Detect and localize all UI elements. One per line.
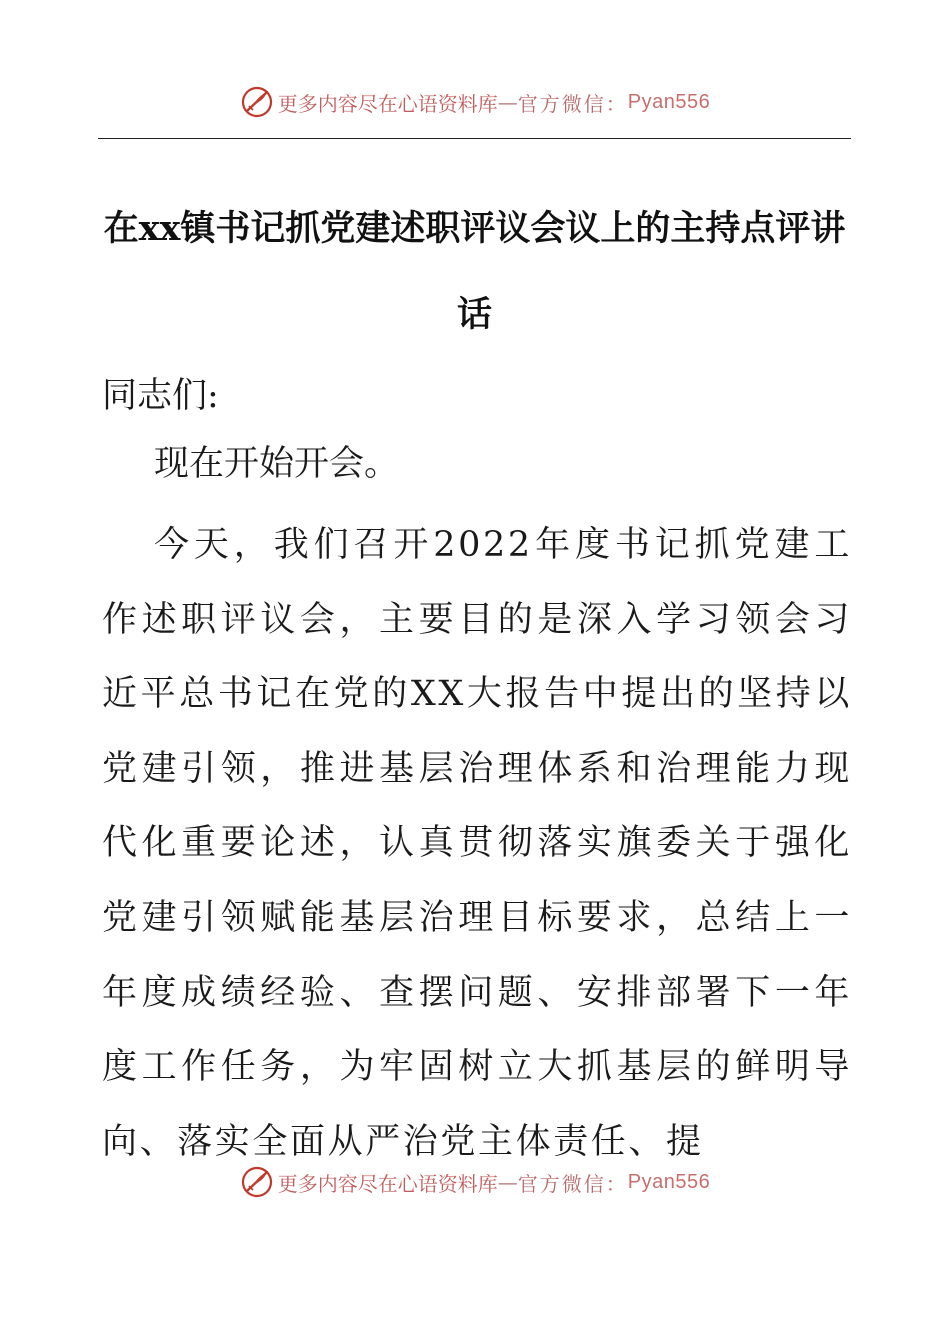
banner-separator: — xyxy=(497,1170,518,1194)
document-title: 在xx镇书记抓党建述职评议会议上的主持点评讲话 xyxy=(103,208,846,335)
paragraph-body: 今天，我们召开2022年度书记抓党建工作述职评议会，主要目的是深入学习领会习近平总书记在党的XX大报告中提出的坚持以党建引领，推进基层治理体系和治理能力现代化重要论述，认真贯彻落实旗委关于强化党建引领赋能基层治理目标要求，总结上一年度成绩经验、查摆问题、安排部署下一年度工作任务，为牢固树立大抓基层的鲜明导向、落实全面从严治党主体责任、提 xyxy=(102,525,852,1162)
header-banner xyxy=(0,84,950,120)
banner-text: 更多内容尽在心语资料库 xyxy=(277,1171,498,1196)
salutation: 同志们: xyxy=(102,376,219,416)
paragraph-opening: 现在开始开会。 xyxy=(154,444,400,484)
quill-logo-icon xyxy=(240,85,274,119)
banner-wechat-label: 官方微信： xyxy=(517,1171,628,1196)
banner-text: 更多内容尽在心语资料库 xyxy=(277,91,498,116)
banner-separator: — xyxy=(497,90,518,114)
footer-banner xyxy=(0,1164,950,1200)
banner-wechat-id: Pyan556 xyxy=(627,90,711,113)
quill-logo-icon xyxy=(240,1165,274,1199)
banner-wechat-label: 官方微信： xyxy=(517,91,628,116)
header-divider xyxy=(98,138,851,139)
banner-wechat-id: Pyan556 xyxy=(627,1170,711,1193)
